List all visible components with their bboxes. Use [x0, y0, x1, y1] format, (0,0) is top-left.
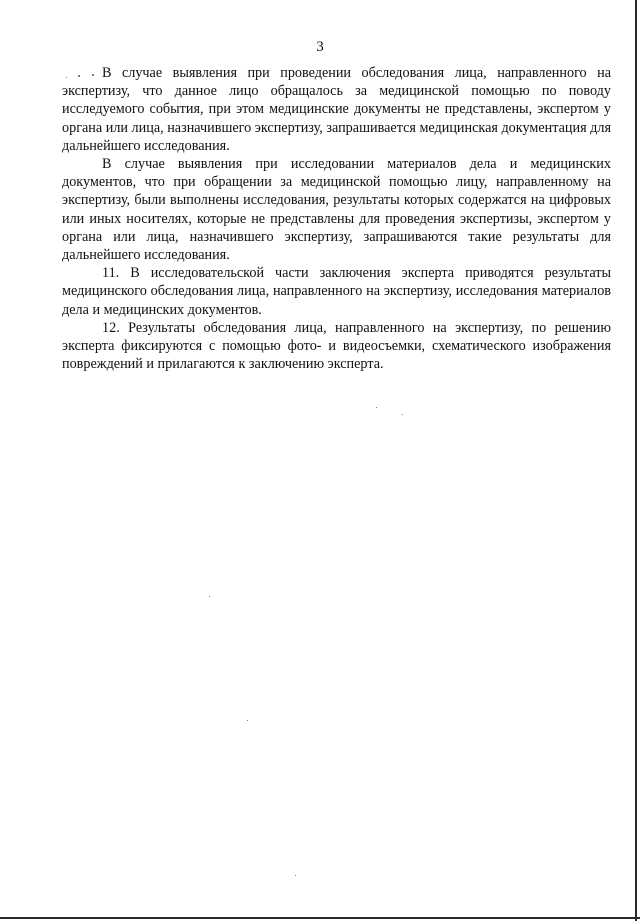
- paragraph-11-research-part: 11. В исследовательской части заключения эксперта приводятся результаты медицинского обследования лица, направленного на экспертизу, исследования материалов дела и медицинских документов.: [62, 265, 611, 318]
- paragraph-digital-results-request: В случае выявления при исследовании материалов дела и медицинских документов, что при обращении за медицинской помощью лицу, направленному на экспертизу, были выполнены исследования, результаты которых содержатся на цифровых или иных носителях, которые не представлены для проведения экспертизы, экспертом у органа или лица, назначившего экспертизу, запрашиваются такие результаты для дальнейшего исследования.: [62, 156, 611, 264]
- paragraph-12-photo-video-fixation: 12. Результаты обследования лица, направленного на экспертизу, по решению эксперта фиксируются с помощью фото- и видеосъемки, схематического изображения повреждений и прилагаются к заключению эксперта.: [62, 319, 611, 373]
- paragraph-medical-documentation-request: В случае выявления при проведении обследования лица, направленного на экспертизу, что данное лицо обращалось за медицинской помощью по поводу исследуемого события, при этом медицинские документы не представлены, экспертом у органа или лица, назначившего экспертизу, запрашивается медицинская документация для дальнейшего исследования.: [62, 65, 611, 154]
- scan-border-right: [635, 0, 637, 921]
- document-body: [62, 64, 611, 373]
- page-number: 3: [316, 39, 324, 55]
- scan-border-bottom: [0, 917, 640, 919]
